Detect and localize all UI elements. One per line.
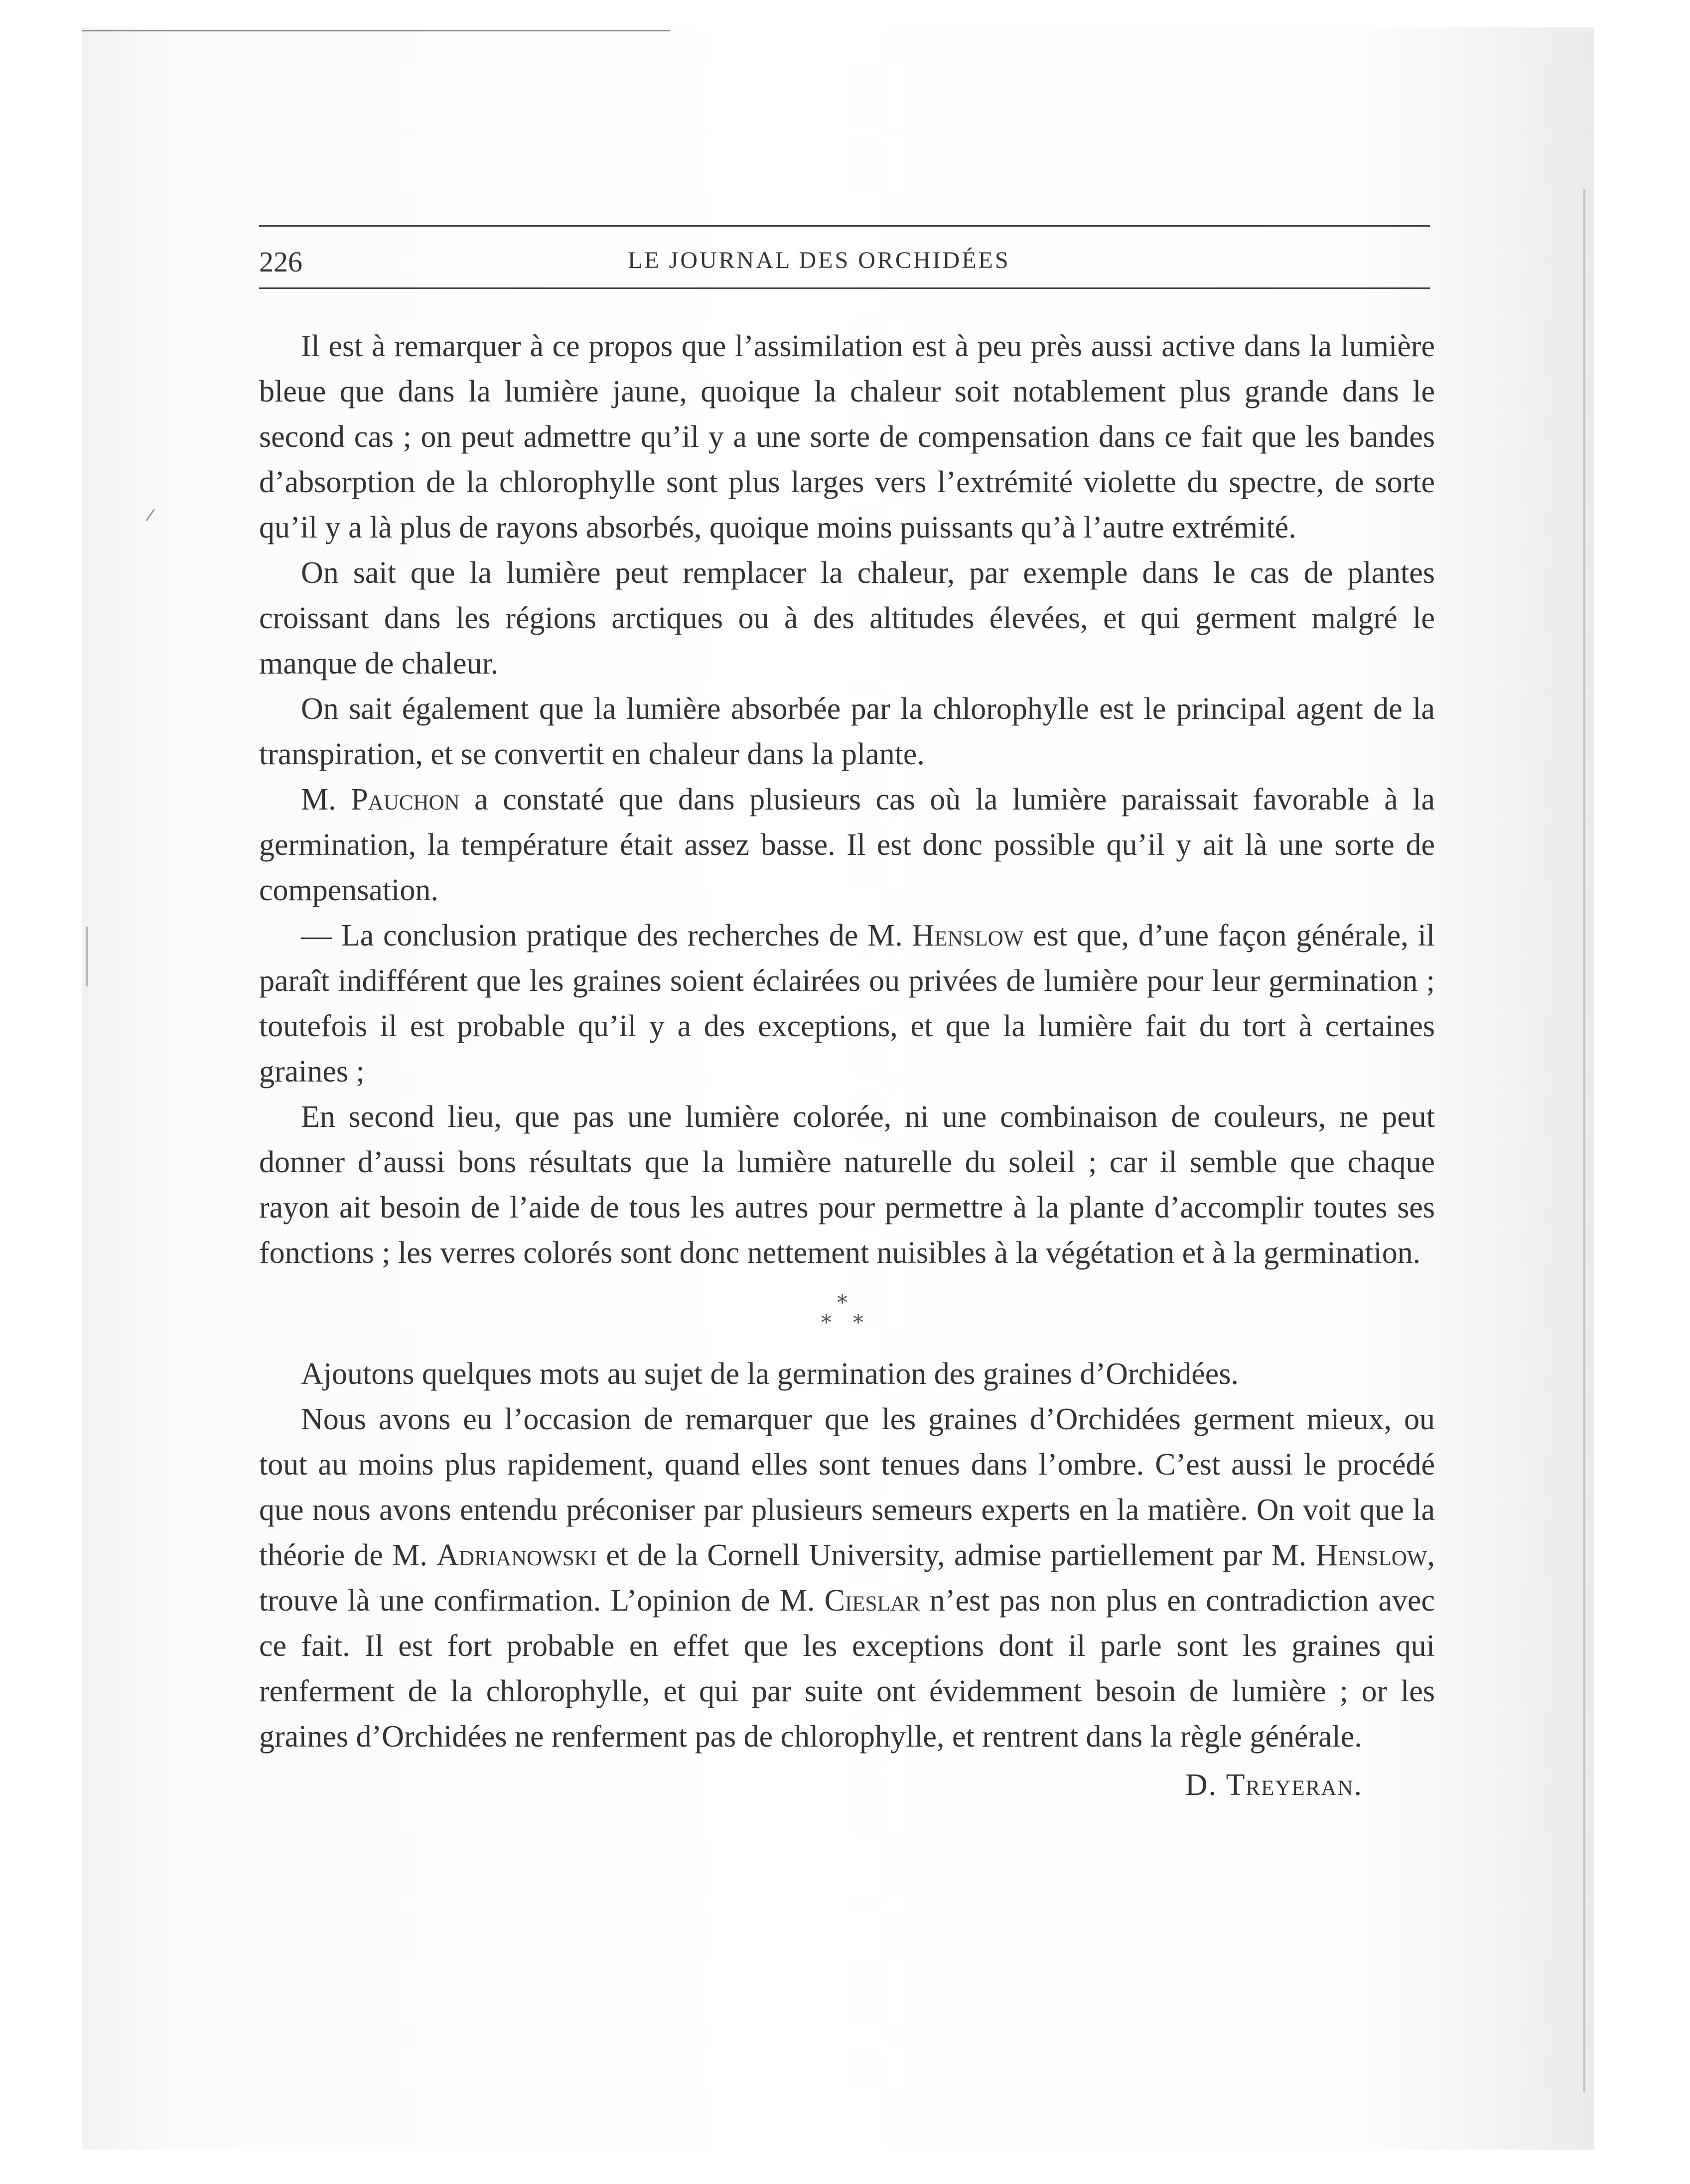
asterism-star-icon: * xyxy=(821,1310,832,1335)
asterism-star-icon: * xyxy=(853,1310,863,1335)
header-rule-top xyxy=(259,225,1430,227)
author-name-cieslar: Cieslar xyxy=(824,1584,920,1618)
signature-name: Treyeran. xyxy=(1226,1768,1363,1802)
author-name-adrianowski: Adrianowski xyxy=(436,1538,597,1572)
author-name-henslow: Henslow xyxy=(912,919,1024,953)
page-number: 226 xyxy=(259,246,302,278)
paragraph-orchid-germination xyxy=(259,1397,1435,1760)
page-top-edge xyxy=(82,30,670,31)
page-right-edge-shadow xyxy=(1583,189,1585,2092)
paragraph-pauchon xyxy=(259,777,1435,913)
text-run: et de la Cornell University, admise partiellement par M. xyxy=(606,1538,1307,1572)
paragraph-henslow-conclusion xyxy=(259,913,1435,1094)
author-signature xyxy=(259,1763,1435,1808)
text-run: Nous avons eu l’occasion de remarquer que les graines d’Orchidées germent mieux, ou tout au moins plus rapidement, quand elles sont tenues dans l’ombre. C’est aussi le procédé que nous avons entendu préconiser par plusieurs semeurs experts en la matière. On voit que la théorie de M. xyxy=(259,1402,1435,1572)
author-name-henslow: Henslow xyxy=(1315,1538,1427,1572)
article-body xyxy=(259,324,1435,1808)
signature-initial: D. xyxy=(1185,1768,1218,1802)
paragraph-light-heat: On sait que la lumière peut remplacer la chaleur, par exemple dans le cas de plantes croissant dans les régions arctiques ou à des altitudes élevées, et qui germent malgré le manque de chaleur. xyxy=(259,556,1435,681)
running-title: LE JOURNAL DES ORCHIDÉES xyxy=(628,247,1010,273)
paragraph-orchid-intro: Ajoutons quelques mots au sujet de la germination des graines d’Orchidées. xyxy=(301,1357,1239,1391)
text-run: n’est pas non plus en contradiction avec ce fait. Il est fort probable en effet que les exceptions dont il parle sont les graines qui renferment de la chlorophylle, et qui par suite ont évidemment besoin de lumière ; or les graines d’Orchidées ne renferment pas de chlorophylle, et rentrent dans la règle générale. xyxy=(259,1584,1435,1754)
header-rule-bottom xyxy=(259,287,1430,289)
margin-mark xyxy=(86,927,88,986)
paragraph-assimilation: Il est à remarquer à ce propos que l’assimilation est à peu près aussi active dans la lumière bleue que dans la lumière jaune, quoique la chaleur soit notablement plus grande dans le second cas ; on peut admettre qu’il y a une sorte de compensation dans ce fait que les bandes d’absorption de la chlorophylle sont plus larges vers l’extrémité violette du spectre, de sorte qu’il y a là plus de rayons absorbés, quoique moins puissants qu’à l’autre extrémité. xyxy=(259,329,1435,545)
author-name-pauchon: Pauchon xyxy=(351,783,460,817)
asterism-star-icon: * xyxy=(837,1290,847,1315)
asterism-divider xyxy=(259,1276,1435,1352)
paragraph-colored-light: En second lieu, que pas une lumière colorée, ni une combinaison de couleurs, ne peut donner d’aussi bons résultats que la lumière naturelle du soleil ; car il semble que chaque rayon ait besoin de l’aide de tous les autres pour permettre à la plante d’accomplir toutes ses fonctions ; les verres colorés sont donc nettement nuisibles à la végétation et à la germination. xyxy=(259,1100,1435,1270)
paragraph-transpiration: On sait également que la lumière absorbée par la chlorophylle est le principal agent de la transpiration, et se convertit en chaleur dans la plante. xyxy=(259,692,1435,771)
text-run: a constaté que dans plusieurs cas où la lumière paraissait favorable à la germination, la température était assez basse. Il est donc possible qu’il y ait là une sorte de compensation. xyxy=(259,783,1435,907)
text-run: , trouve là une confirmation. L’opinion de M. xyxy=(259,1538,1435,1618)
text-run: — La conclusion pratique des recherches de M. xyxy=(301,919,903,953)
text-run: M. xyxy=(301,783,336,817)
text-run: est que, d’une façon générale, il paraît indifférent que les graines soient éclairées ou privées de lumière pour leur germination ; toutefois il est probable qu’il y a des exceptions, et que la lumière fait du tort à certaines graines ; xyxy=(259,919,1435,1089)
